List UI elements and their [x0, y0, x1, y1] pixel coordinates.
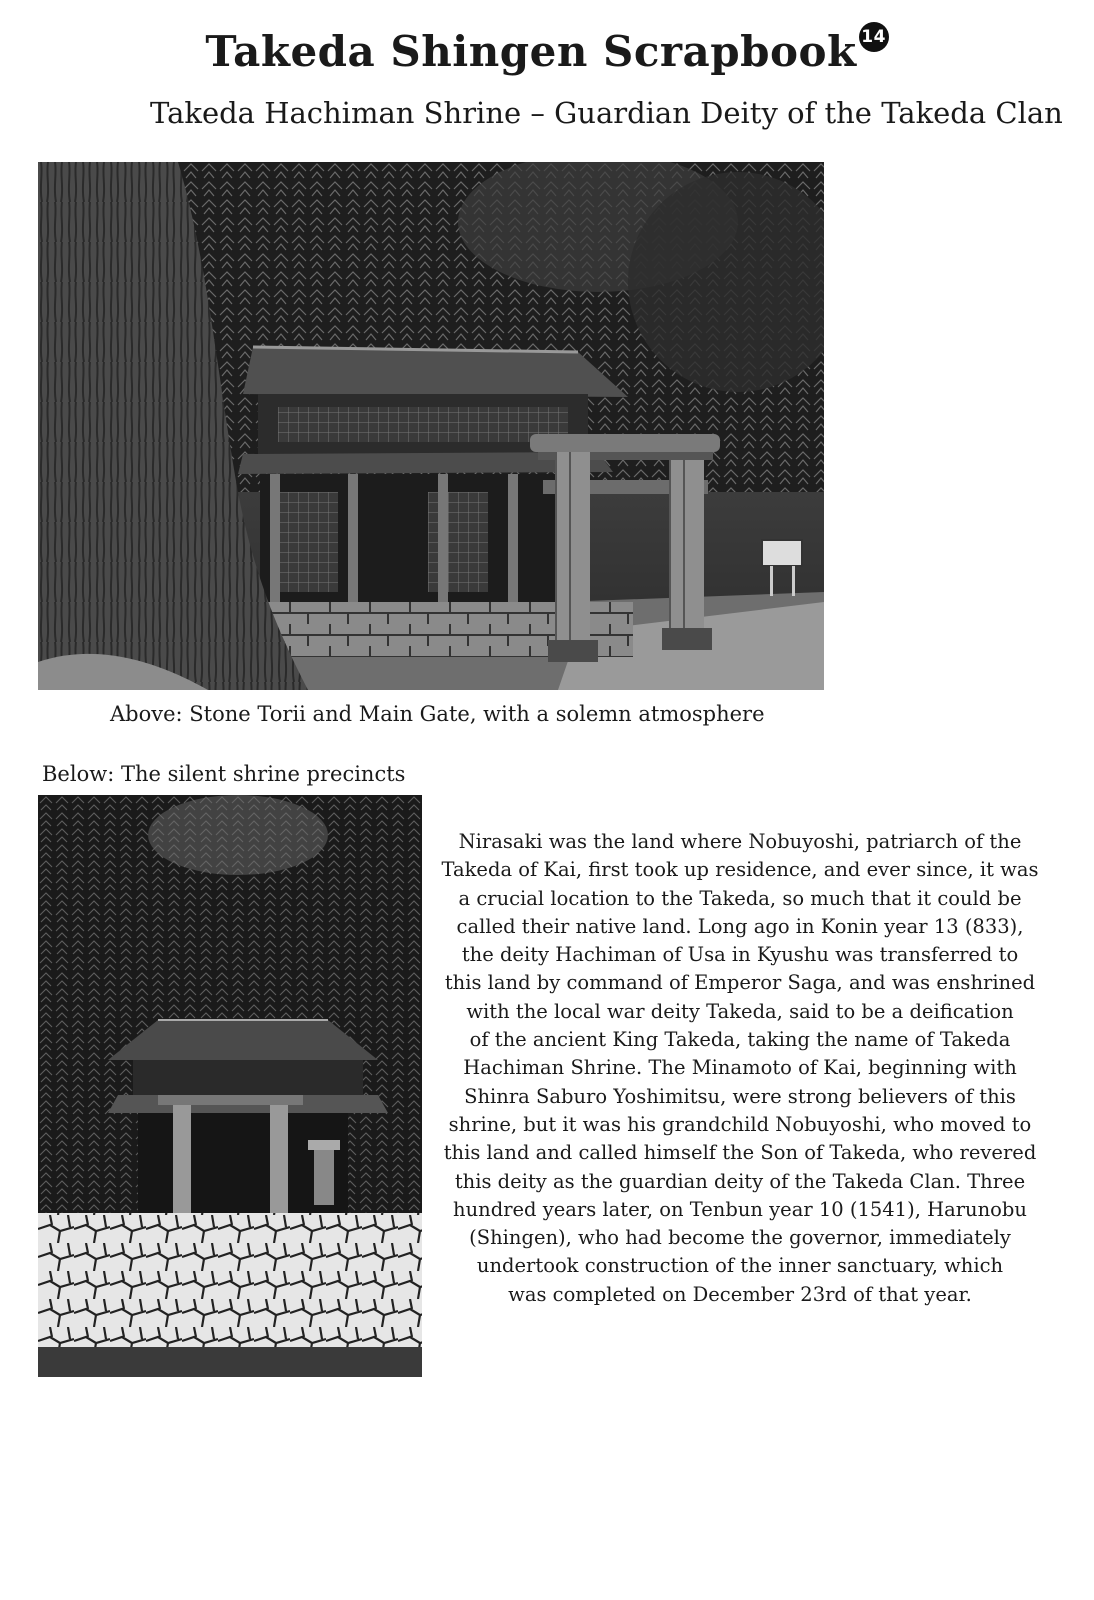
bottom-photo-caption: Below: The silent shrine precincts: [42, 762, 406, 786]
article-line: of the ancient King Takeda, taking the name of Takeda: [469, 1028, 1011, 1052]
page-title: [0, 22, 1094, 76]
title-text: Takeda Shingen Scrapbook: [205, 27, 857, 76]
article-line: hundred years later, on Tenbun year 10 (1541), Harunobu: [453, 1197, 1027, 1221]
article-line: Takeda of Kai, first took up residence, and ever since, it was: [441, 858, 1039, 882]
article-line: this land by command of Emperor Saga, and was enshrined: [444, 971, 1036, 995]
article-line: Shinra Saburo Yoshimitsu, were strong believers of this: [464, 1084, 1016, 1108]
article-line: the deity Hachiman of Usa in Kyushu was transferred to: [461, 943, 1019, 967]
article-line: this deity as the guardian deity of the Takeda Clan. Three: [454, 1169, 1026, 1193]
shrine-precincts-illustration: [38, 795, 422, 1377]
shrine-precincts-photo: [38, 795, 422, 1377]
top-photo-caption: Above: Stone Torii and Main Gate, with a solemn atmosphere: [110, 702, 765, 726]
article-line: this land and called himself the Son of Takeda, who revered: [443, 1141, 1037, 1165]
article-line: called their native land. Long ago in Konin year 13 (833),: [456, 914, 1024, 938]
article-line: with the local war deity Takeda, said to be a deification: [466, 999, 1014, 1023]
article-line: (Shingen), who had become the governor, immediately: [469, 1226, 1011, 1250]
article-body: [438, 828, 1042, 1309]
torii-main-gate-photo: [38, 162, 824, 690]
article-line: shrine, but it was his grandchild Nobuyoshi, who moved to: [448, 1112, 1032, 1136]
page-subtitle: Takeda Hachiman Shrine – Guardian Deity of the Takeda Clan: [150, 96, 1063, 130]
article-line: undertook construction of the inner sanctuary, which: [476, 1254, 1004, 1278]
torii-main-gate-illustration: [38, 162, 824, 690]
article-line: was completed on December 23rd of that year.: [508, 1282, 972, 1306]
issue-number-badge: 14: [859, 22, 889, 52]
article-line: Hachiman Shrine. The Minamoto of Kai, beginning with: [463, 1056, 1017, 1080]
article-line: Nirasaki was the land where Nobuyoshi, patriarch of the: [458, 830, 1022, 853]
article-line: a crucial location to the Takeda, so much that it could be: [458, 886, 1022, 910]
